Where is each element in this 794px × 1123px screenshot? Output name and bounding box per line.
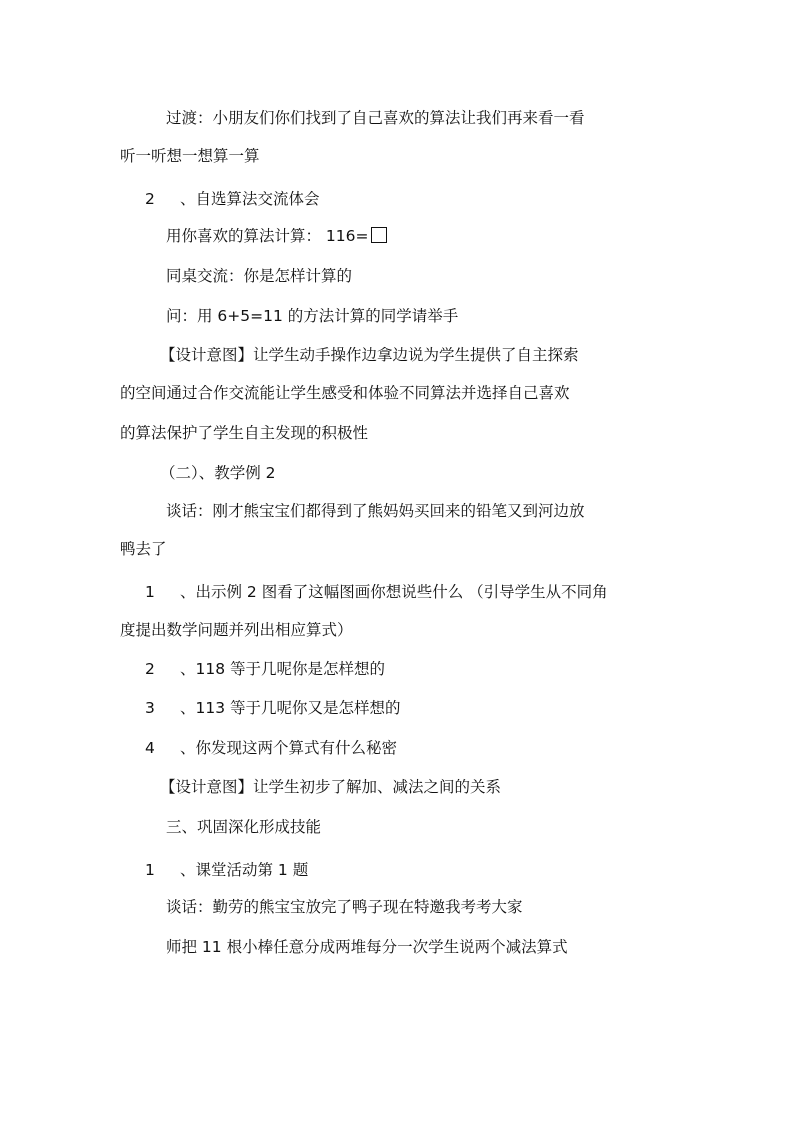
item-text-self-select: 、自选算法交流体会 <box>180 190 320 208</box>
transition-continuation: 听一听想一想算一算 <box>120 147 260 165</box>
example-text-1-continuation: 度提出数学问题并列出相应算式） <box>120 621 353 639</box>
activity-text-1: 、课堂活动第 1 题 <box>180 861 309 879</box>
example-text-3: 、113 等于几呢你又是怎样想的 <box>180 699 401 717</box>
talk-1-line-b: 鸭去了 <box>120 540 167 558</box>
desk-exchange-line: 同桌交流：你是怎样计算的 <box>166 267 353 285</box>
example-number-1: 1 <box>145 583 155 601</box>
answer-box <box>371 227 387 243</box>
design-intent-1-line-b: 的空间通过合作交流能让学生感受和体验不同算法并选择自己喜欢 <box>120 384 570 402</box>
design-intent-1-line-c: 的算法保护了学生自主发现的积极性 <box>120 424 369 442</box>
example-number-4: 4 <box>145 739 155 757</box>
design-intent-2: 【设计意图】让学生初步了解加、减法之间的关系 <box>160 778 502 796</box>
example-number-2: 2 <box>145 660 155 678</box>
example-text-2: 、118 等于几呢你是怎样想的 <box>180 660 386 678</box>
example-number-3: 3 <box>145 699 155 717</box>
teacher-line: 师把 11 根小棒任意分成两堆每分一次学生说两个减法算式 <box>166 938 568 956</box>
section-three-heading: 三、巩固深化形成技能 <box>166 818 322 836</box>
talk-2-line: 谈话：勤劳的熊宝宝放完了鸭子现在特邀我考考大家 <box>166 898 523 916</box>
example-text-4: 、你发现这两个算式有什么秘密 <box>180 739 398 757</box>
transition-line: 过渡：小朋友们你们找到了自己喜欢的算法让我们再来看一看 <box>166 109 585 127</box>
question-line: 问：用 6+5=11 的方法计算的同学请举手 <box>166 307 459 325</box>
calc-text: 用你喜欢的算法计算： 116= <box>166 227 369 245</box>
example-text-1: 、出示例 2 图看了这幅图画你想说些什么 （引导学生从不同角 <box>180 583 608 601</box>
calc-line <box>166 226 387 246</box>
section-two-heading: （二）、教学例 2 <box>160 464 276 482</box>
activity-number-1: 1 <box>145 861 155 879</box>
talk-1-line-a: 谈话：刚才熊宝宝们都得到了熊妈妈买回来的铅笔又到河边放 <box>166 502 585 520</box>
item-number-2: 2 <box>145 190 155 208</box>
design-intent-1-line-a: 【设计意图】让学生动手操作边拿边说为学生提供了自主探索 <box>160 346 579 364</box>
